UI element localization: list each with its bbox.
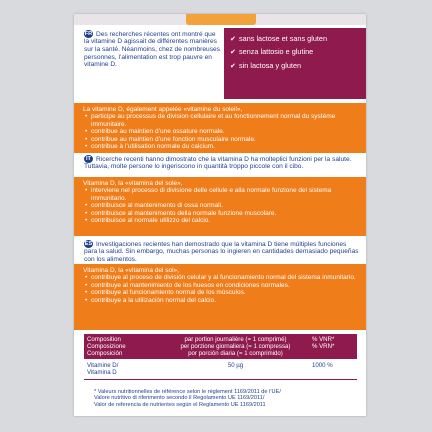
header-text: Composition <box>87 336 121 343</box>
header-composition <box>84 334 162 359</box>
table-row <box>84 359 357 380</box>
french-benefits-head: La vitamine D, également appelée «vitamine du soleil», <box>83 106 243 113</box>
header-text: Composición <box>87 350 123 357</box>
header-text: % VRN* <box>312 343 335 350</box>
header-text: por porción diaria (= 1 comprimido) <box>188 350 283 357</box>
list-item: • contribuye al mantenimiento de los huesos en condiciones normales. <box>91 282 358 289</box>
product-package-back <box>74 14 366 416</box>
italian-benefits-box <box>74 177 366 236</box>
header-text: par portion journalière (= 1 comprimé) <box>184 336 287 343</box>
footnote-line: Valor de referencia de nutrientes según el Reglamento UE 1169/2011 <box>94 401 266 408</box>
footnote-line: Valore nutritivo di riferimento secondo il Regolamento UE 1169/2011/ <box>94 395 265 402</box>
package-top-strip <box>74 14 366 25</box>
header-text: Composizione <box>87 343 126 350</box>
list-item: • contribuye a la utilización normal del calcio. <box>91 297 358 304</box>
list-item: • participe au processus de division cellulaire et au fonctionnement normal du système immunitaire. <box>91 113 358 128</box>
spanish-intro-text: Investigaciones recientes han demostrado que la vitamina D tiene múltiples funciones para la salud. Sin embargo, muchas personas lo ingieren en cantidades demasiado pequeñas con los alimentos. <box>84 240 359 263</box>
list-item: • contribuye al funcionamiento normal de los músculos. <box>91 289 358 296</box>
language-badge-es: ES <box>84 241 93 247</box>
list-item: • contribuye al proceso de división celular y al funcionamiento normal del sistema inmunitario. <box>91 274 358 281</box>
cell-text: Vitamina D <box>87 369 117 376</box>
spanish-benefits-head: Vitamina D, la «vitamina del sol», <box>83 267 179 274</box>
list-item: • contribuisce al mantenimento di ossa normali. <box>91 202 358 209</box>
check-icon: ✔ <box>230 62 236 70</box>
header-text: % VNR* <box>312 336 335 343</box>
row-amount: 50 µg <box>162 359 309 380</box>
list-item: • contribue au maintien d’une ossature normale. <box>91 128 358 135</box>
row-percent: 1000 % <box>309 359 357 380</box>
cell-text: Vitamine D/ <box>87 362 119 369</box>
language-badge-fr: FR <box>84 31 93 37</box>
footnote <box>94 389 364 408</box>
brand-logo-fragment <box>186 14 256 25</box>
claim-text-es: sin lactosa y gluten <box>239 60 302 70</box>
table-header-row <box>84 334 357 359</box>
claim-line-es <box>224 62 366 70</box>
claim-line-fr <box>224 35 366 43</box>
list-item: • interviene nel processo di divisione delle cellule e alla normale funzione del sistema immunitario. <box>91 187 358 202</box>
header-reference-percent <box>309 334 357 359</box>
claim-line-it <box>224 48 366 56</box>
italian-benefits-head: Vitamina D, la «vitamina del sole», <box>83 180 183 187</box>
italian-benefits-list <box>74 187 366 224</box>
french-benefits-list <box>74 113 366 150</box>
italian-intro <box>84 155 360 171</box>
list-item: • contribue à l’utilisation normale du calcium. <box>91 143 358 150</box>
header-text: per porzione giornaliera (= 1 compressa) <box>180 343 291 350</box>
claim-text-it: senza lattosio e glutine <box>239 47 314 56</box>
spanish-benefits-box <box>74 264 366 330</box>
nutrition-table <box>84 334 357 380</box>
spanish-intro <box>84 240 360 264</box>
claim-text-fr: sans lactose et sans gluten <box>239 33 328 43</box>
list-item: • contribuisce al normale utilizzo del calcio. <box>91 217 358 224</box>
check-icon: ✔ <box>230 49 236 56</box>
french-benefits-box <box>74 103 366 153</box>
spanish-benefits-list <box>74 274 366 304</box>
list-item: • contribue au maintien d’une fonction musculaire normale. <box>91 136 358 143</box>
french-intro-text: Des recherches récentes ont montré que la vitamine D agissait de différentes manières sur la santé. Néanmoins, chez de nombreuses personnes, l’alimentation est trop pauvre en vitamine D. <box>84 30 220 69</box>
header-daily-portion <box>162 334 309 359</box>
row-nutrient-name <box>84 359 162 380</box>
footnote-line: * Valeurs nutritionnelles de référence selon le règlement 1169/2011 de l’UE/ <box>94 389 281 395</box>
check-icon: ✔ <box>230 35 236 43</box>
french-intro <box>84 30 220 69</box>
italian-intro-text: Ricerche recenti hanno dimostrato che la vitamina D ha molteplici funzioni per la salute. Tuttavia, molte persone lo ingeriscono in quantità troppo piccole con il cibo. <box>84 155 352 171</box>
list-item: • contribuisce al mantenimento della normale funzione muscolare. <box>91 210 358 217</box>
language-badge-it: IT <box>84 155 93 163</box>
free-from-claims-panel <box>224 28 366 99</box>
